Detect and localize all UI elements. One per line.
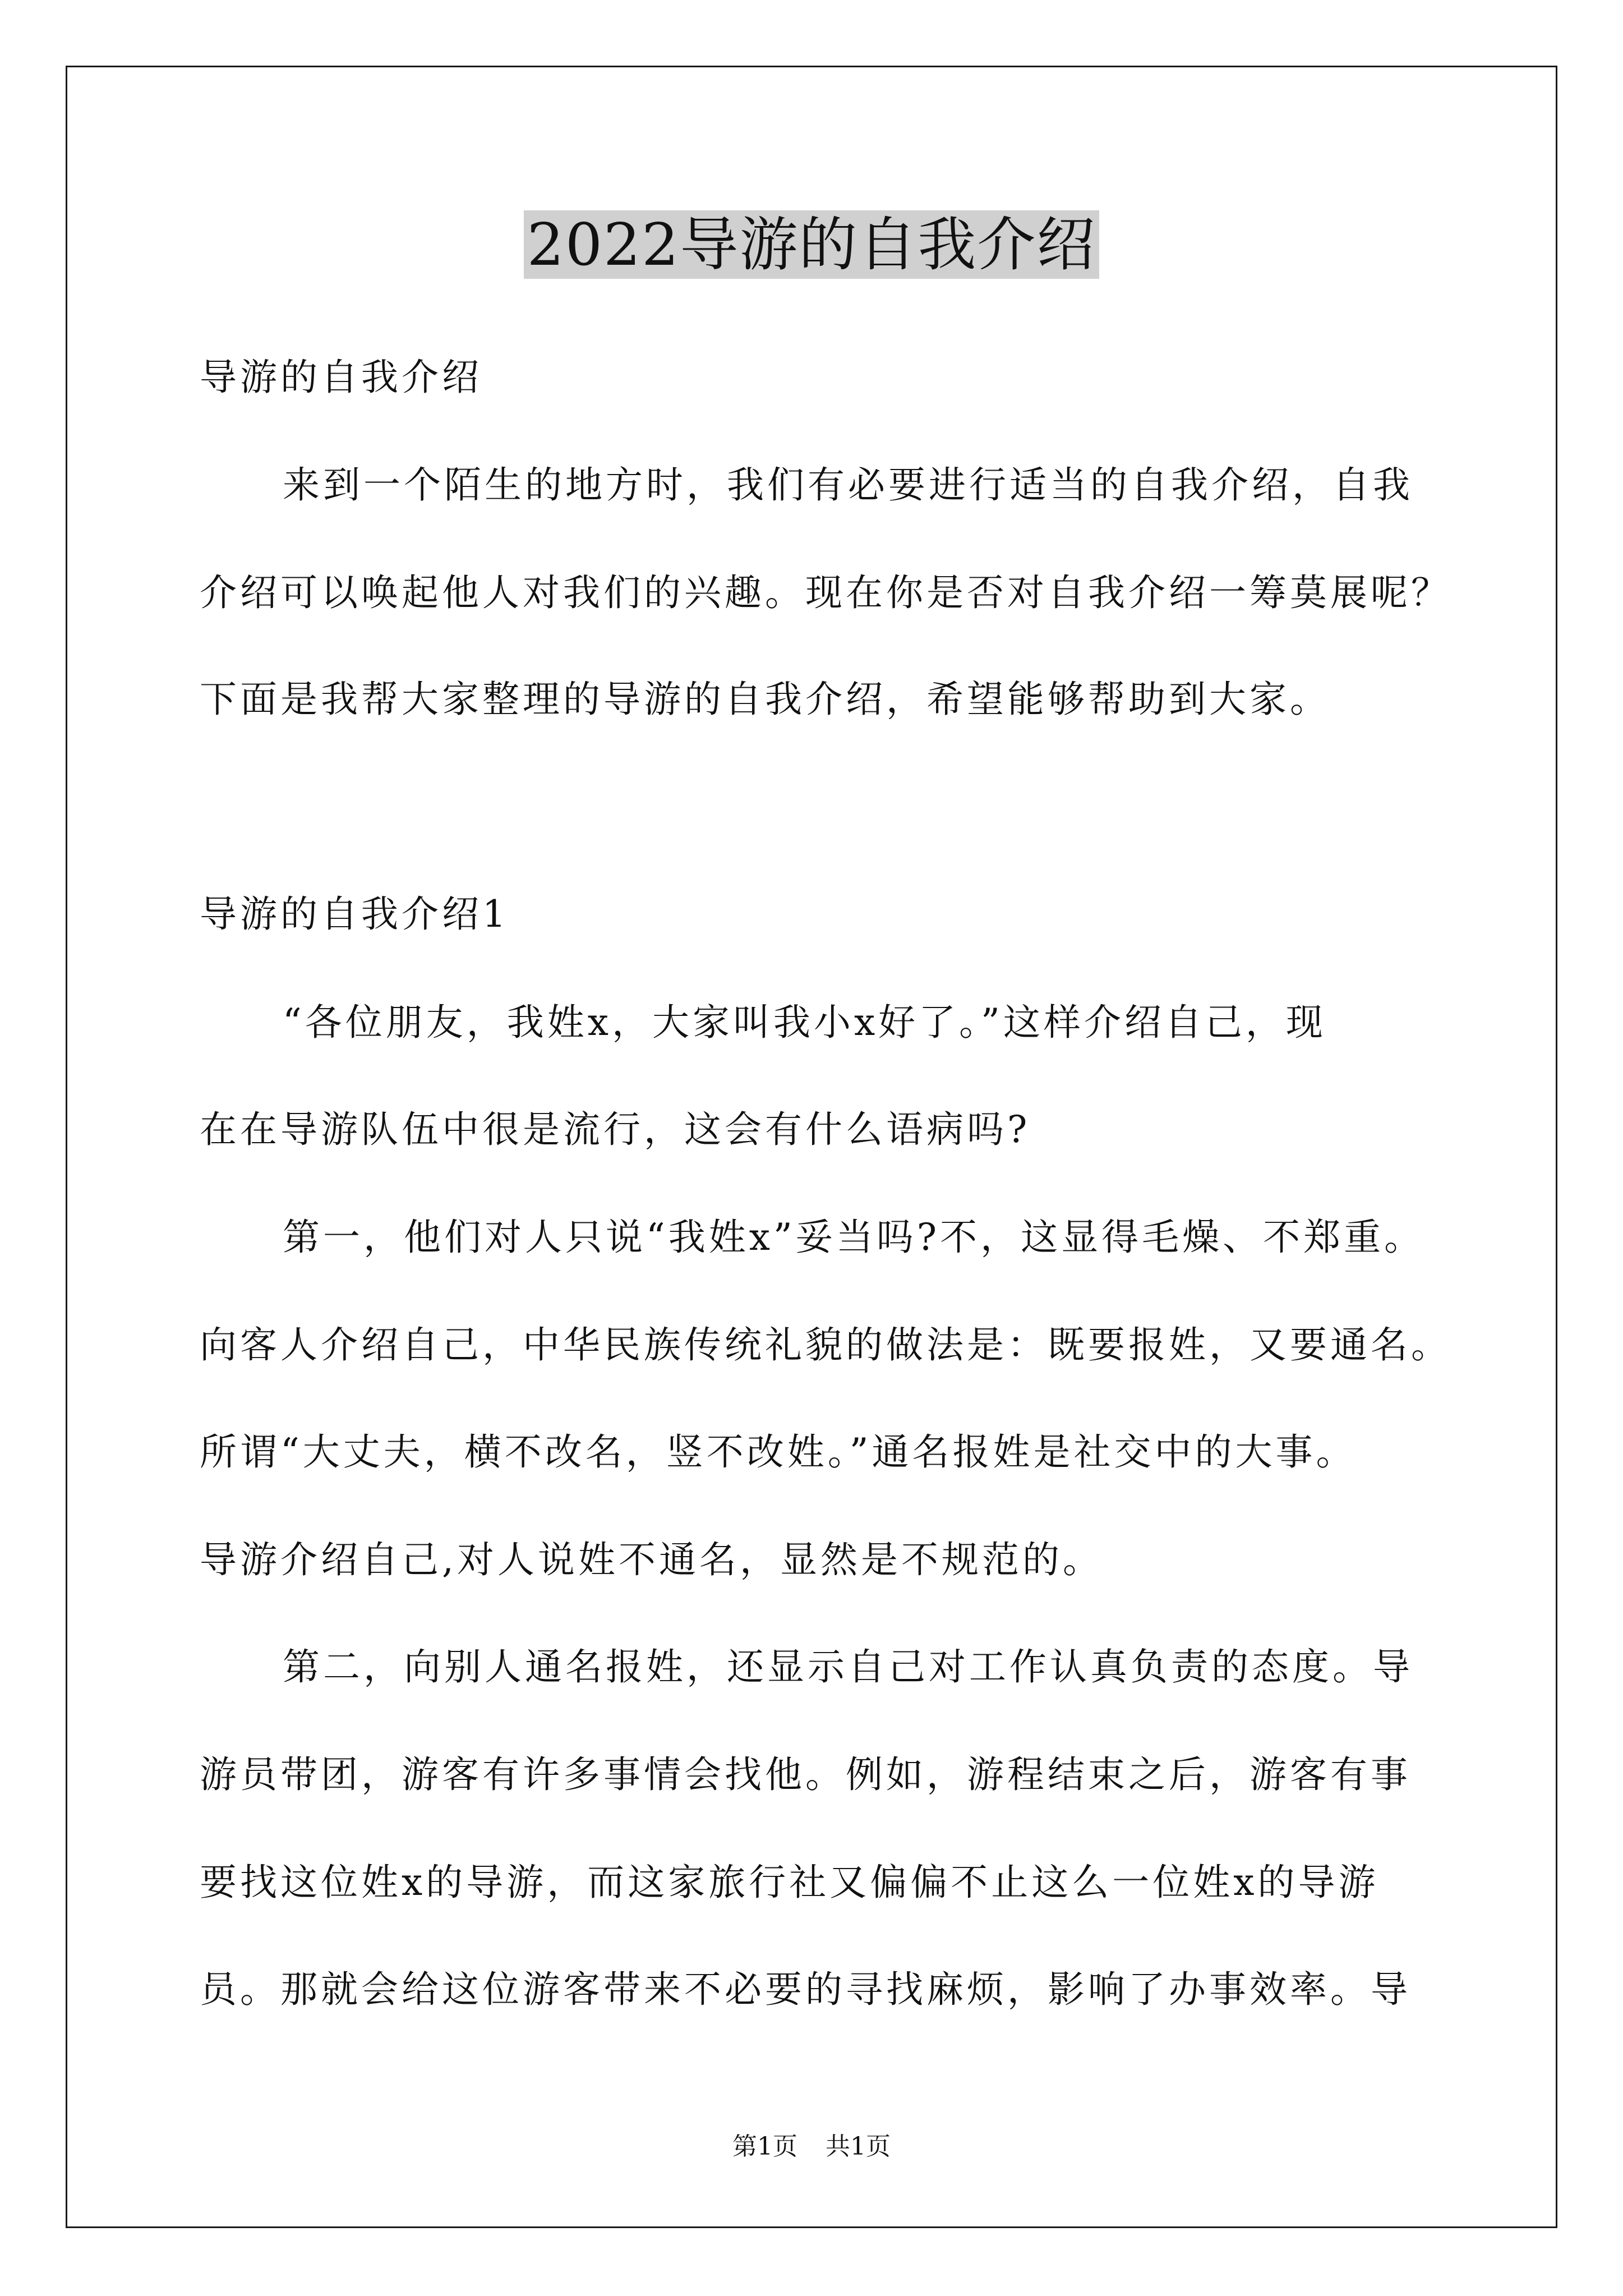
paragraph-line: 要找这位姓x的导游，而这家旅行社又偏偏不止这么一位姓x的导游 [200,1861,1379,1904]
paragraph-line: 第二，向别人通名报姓，还显示自己对工作认真负责的态度。导 [283,1645,1413,1688]
paragraph-line: 下面是我帮大家整理的导游的自我介绍，希望能够帮助到大家。 [200,678,1330,721]
page-number-total: 共1页 [826,2132,891,2161]
paragraph-line: 游员带团，游客有许多事情会找他。例如，游程结束之后，游客有事 [200,1753,1411,1796]
page-number-current: 第1页 [732,2132,797,2161]
paragraph-line: 第一，他们对人只说“我姓x”妥当吗?不，这显得毛燥、不郑重。 [283,1216,1425,1259]
paragraph-line: 所谓“大丈夫，横不改名，竖不改姓。”通名报姓是社交中的大事。 [200,1430,1357,1474]
section-heading-intro: 导游的自我介绍 [200,356,482,399]
paragraph-line: 向客人介绍自己，中华民族传统礼貌的做法是：既要报姓，又要通名。 [200,1323,1451,1366]
paragraph-line: 来到一个陌生的地方时，我们有必要进行适当的自我介绍，自我 [283,463,1413,507]
section-heading-1: 导游的自我介绍1 [200,892,509,936]
paragraph-line: 介绍可以唤起他人对我们的兴趣。现在你是否对自我介绍一筹莫展呢？ [200,571,1451,614]
paragraph-line: “各位朋友，我姓x，大家叫我小x好了。”这样介绍自己，现 [283,1001,1326,1044]
page-footer [0,2130,1623,2164]
paragraph-line: 导游介绍自己,对人说姓不通名，显然是不规范的。 [200,1538,1103,1581]
document-title [0,206,1623,283]
paragraph-line: 在在导游队伍中很是流行，这会有什么语病吗? [200,1108,1031,1151]
paragraph-line: 员。那就会给这位游客带来不必要的寻找麻烦，影响了办事效率。导 [200,1968,1411,2011]
document-title-text: 2022导游的自我介绍 [524,210,1100,279]
